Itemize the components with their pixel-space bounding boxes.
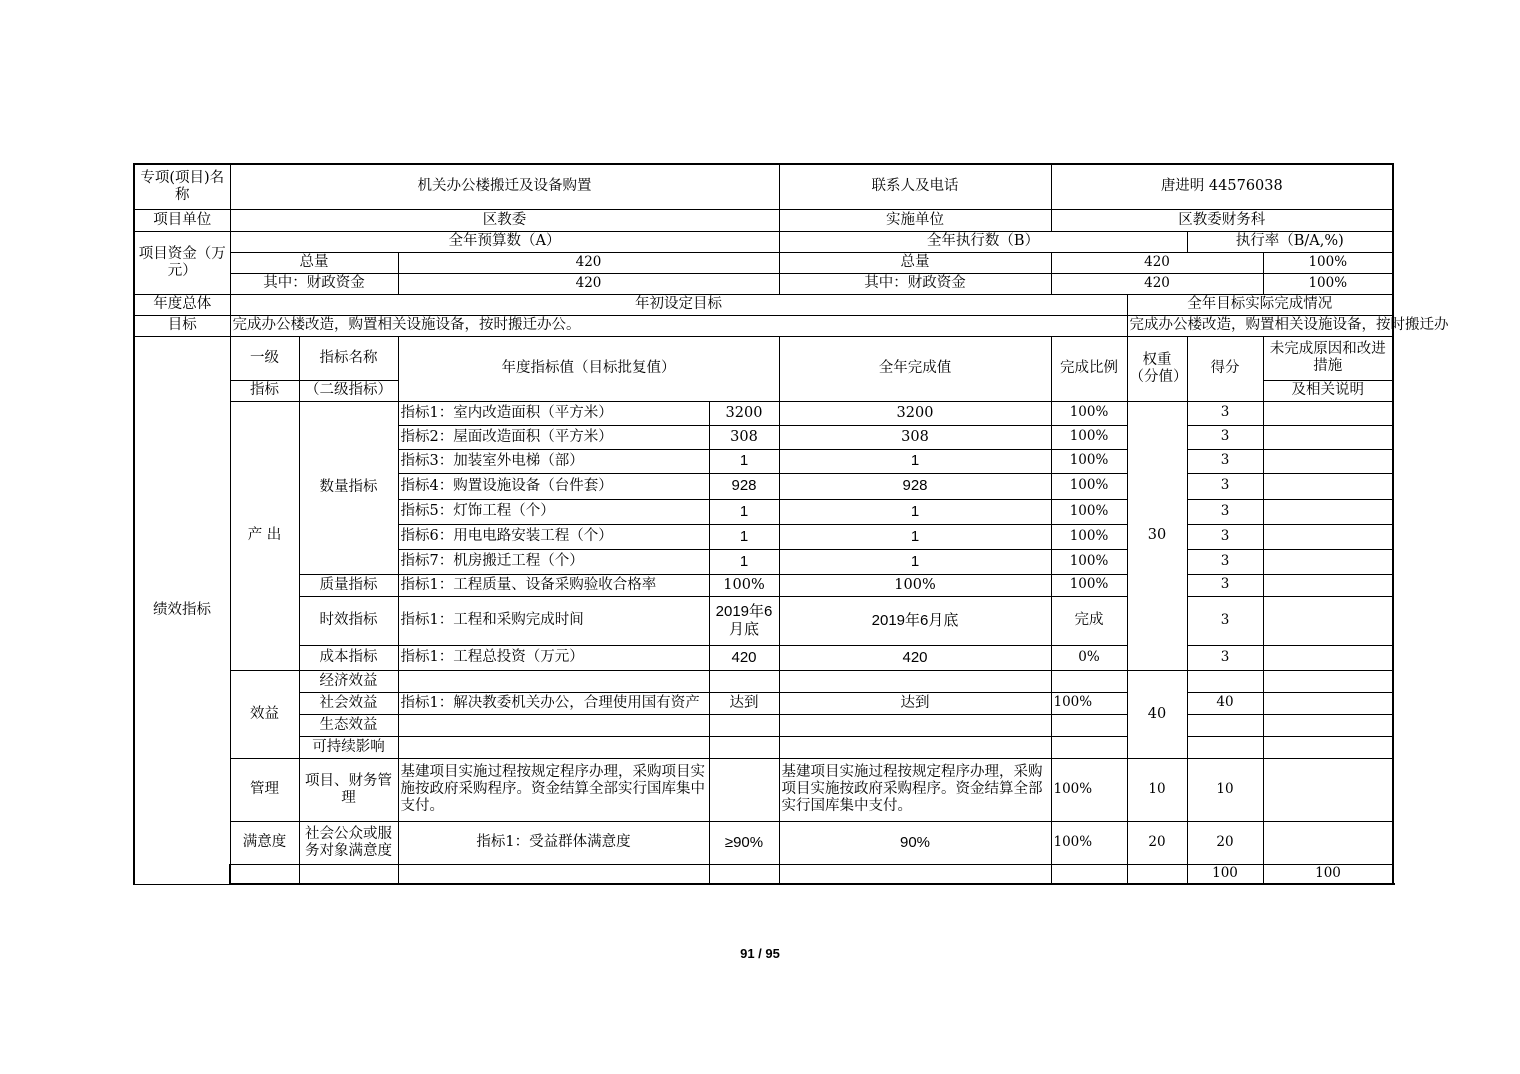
quantity-score-2: 3 xyxy=(1187,425,1263,449)
social-name: 指标1：解决教委机关办公，合理使用国有资产 xyxy=(398,692,709,714)
total-exec-label: 总量 xyxy=(779,252,1051,273)
quantity-target-6: 1 xyxy=(709,524,779,549)
ratio-header: 完成比例 xyxy=(1051,336,1127,401)
unit-value: 区教委 xyxy=(230,209,779,231)
management-target: 基建项目实施过程按规定程序办理，采购项目实施按政府采购程序。资金结算全部实行国库集中支付。 xyxy=(398,758,709,821)
quantity-name-5: 指标5：灯饰工程（个） xyxy=(398,499,709,524)
quality-ratio: 100% xyxy=(1051,574,1127,596)
quantity-reason-5 xyxy=(1263,499,1393,524)
eco-label: 生态效益 xyxy=(299,714,398,736)
cost-score: 3 xyxy=(1187,645,1263,670)
quantity-actual-5: 1 xyxy=(779,499,1051,524)
quantity-score-1: 3 xyxy=(1187,401,1263,425)
fiscal-label: 其中：财政资金 xyxy=(230,273,398,294)
quantity-ratio-6: 100% xyxy=(1051,524,1127,549)
total-weight: 100 xyxy=(1187,864,1263,884)
management-label: 管理 xyxy=(230,758,299,821)
time-actual: 2019年6月底 xyxy=(779,596,1051,645)
quantity-reason-4 xyxy=(1263,473,1393,499)
contact-label: 联系人及电话 xyxy=(779,164,1051,209)
quantity-name-1: 指标1：室内改造面积（平方米） xyxy=(398,401,709,425)
quantity-target-1: 3200 xyxy=(709,401,779,425)
reason-header-1: 未完成原因和改进措施 xyxy=(1263,336,1393,380)
satisfaction-weight: 20 xyxy=(1127,821,1187,864)
cost-reason xyxy=(1263,645,1393,670)
level1-header-1: 一级 xyxy=(230,336,299,380)
quantity-target-3: 1 xyxy=(709,449,779,473)
time-score: 3 xyxy=(1187,596,1263,645)
project-name: 机关办公楼搬迁及设备购置 xyxy=(230,164,779,209)
benefit-weight: 40 xyxy=(1127,670,1187,758)
quantity-target-5: 1 xyxy=(709,499,779,524)
level1-header-2: 指标 xyxy=(230,380,299,401)
time-reason xyxy=(1263,596,1393,645)
actual-goal-label: 全年目标实际完成情况 xyxy=(1127,294,1393,315)
quantity-ratio-3: 100% xyxy=(1051,449,1127,473)
initial-goal-label: 年初设定目标 xyxy=(230,294,1127,315)
social-actual: 达到 xyxy=(779,692,1051,714)
total-rate: 100% xyxy=(1263,252,1393,273)
quantity-score-5: 3 xyxy=(1187,499,1263,524)
time-name: 指标1：工程和采购完成时间 xyxy=(398,596,709,645)
management-score: 10 xyxy=(1187,758,1263,821)
social-score: 40 xyxy=(1187,692,1263,714)
satisfaction-actual: 90% xyxy=(779,821,1051,864)
satisfaction-sub-label: 社会公众或服务对象满意度 xyxy=(299,821,398,864)
quantity-ratio-1: 100% xyxy=(1051,401,1127,425)
management-weight: 10 xyxy=(1127,758,1187,821)
exec-label: 全年执行数（B） xyxy=(779,231,1187,252)
quantity-score-4: 3 xyxy=(1187,473,1263,499)
quantity-name-3: 指标3：加装室外电梯（部） xyxy=(398,449,709,473)
goals-label-1: 年度总体 xyxy=(134,294,230,315)
actual-goal-text: 完成办公楼改造，购置相关设施设备，按时搬迁办 xyxy=(1127,315,1393,336)
quantity-ratio-7: 100% xyxy=(1051,549,1127,574)
management-actual: 基建项目实施过程按规定程序办理，采购项目实施按政府采购程序。资金结算全部实行国库集中支付。 xyxy=(779,758,1051,821)
output-weight: 30 xyxy=(1127,401,1187,670)
total-label: 总量 xyxy=(230,252,398,273)
sustain-label: 可持续影响 xyxy=(299,736,398,758)
performance-table xyxy=(133,163,1449,885)
quality-target: 100% xyxy=(709,574,779,596)
social-target: 达到 xyxy=(709,692,779,714)
score-header: 得分 xyxy=(1187,336,1263,401)
output-label: 产 出 xyxy=(230,401,299,670)
fiscal-rate: 100% xyxy=(1263,273,1393,294)
quality-reason xyxy=(1263,574,1393,596)
budget-label: 全年预算数（A） xyxy=(230,231,779,252)
quantity-ratio-2: 100% xyxy=(1051,425,1127,449)
cost-target: 420 xyxy=(709,645,779,670)
quality-name: 指标1：工程质量、设备采购验收合格率 xyxy=(398,574,709,596)
contact-value: 唐进明 44576038 xyxy=(1051,164,1393,209)
impl-value: 区教委财务科 xyxy=(1051,209,1393,231)
quality-score: 3 xyxy=(1187,574,1263,596)
fiscal-budget: 420 xyxy=(398,273,779,294)
quantity-label: 数量指标 xyxy=(299,401,398,574)
perf-section-label: 绩效指标 xyxy=(134,336,230,884)
quantity-actual-4: 928 xyxy=(779,473,1051,499)
cost-ratio: 0% xyxy=(1051,645,1127,670)
fiscal-exec: 420 xyxy=(1051,273,1263,294)
satisfaction-ratio: 100% xyxy=(1051,821,1127,864)
name-header-2: （二级指标） xyxy=(299,380,398,401)
quantity-score-7: 3 xyxy=(1187,549,1263,574)
weight-header: 权重（分值） xyxy=(1127,336,1187,401)
quantity-reason-6 xyxy=(1263,524,1393,549)
quantity-name-2: 指标2：屋面改造面积（平方米） xyxy=(398,425,709,449)
initial-goal-text: 完成办公楼改造，购置相关设施设备，按时搬迁办公。 xyxy=(230,315,1127,336)
quantity-reason-3 xyxy=(1263,449,1393,473)
cost-name: 指标1：工程总投资（万元） xyxy=(398,645,709,670)
project-label: 专项(项目)名称 xyxy=(134,164,230,209)
quantity-reason-7 xyxy=(1263,549,1393,574)
quality-label: 质量指标 xyxy=(299,574,398,596)
social-ratio: 100% xyxy=(1051,692,1127,714)
quantity-score-3: 3 xyxy=(1187,449,1263,473)
management-sub-label: 项目、财务管理 xyxy=(299,758,398,821)
rate-label: 执行率（B/A,%) xyxy=(1187,231,1393,252)
cost-label: 成本指标 xyxy=(299,645,398,670)
goals-label-2: 目标 xyxy=(134,315,230,336)
unit-label: 项目单位 xyxy=(134,209,230,231)
economic-label: 经济效益 xyxy=(299,670,398,692)
total-budget: 420 xyxy=(398,252,779,273)
page-number: 91 / 95 xyxy=(740,946,780,961)
quality-actual: 100% xyxy=(779,574,1051,596)
name-header-1: 指标名称 xyxy=(299,336,398,380)
time-ratio: 完成 xyxy=(1051,596,1127,645)
quantity-target-2: 308 xyxy=(709,425,779,449)
social-label: 社会效益 xyxy=(299,692,398,714)
quantity-reason-2 xyxy=(1263,425,1393,449)
impl-label: 实施单位 xyxy=(779,209,1051,231)
actual-header: 全年完成值 xyxy=(779,336,1051,401)
cost-actual: 420 xyxy=(779,645,1051,670)
quantity-score-6: 3 xyxy=(1187,524,1263,549)
total-exec: 420 xyxy=(1051,252,1263,273)
quantity-name-4: 指标4：购置设施设备（台件套） xyxy=(398,473,709,499)
quantity-target-7: 1 xyxy=(709,549,779,574)
benefit-label: 效益 xyxy=(230,670,299,758)
quantity-actual-1: 3200 xyxy=(779,401,1051,425)
satisfaction-name: 指标1：受益群体满意度 xyxy=(398,821,709,864)
total-score: 100 xyxy=(1263,864,1393,884)
time-label: 时效指标 xyxy=(299,596,398,645)
reason-header-2: 及相关说明 xyxy=(1263,380,1393,401)
quantity-actual-2: 308 xyxy=(779,425,1051,449)
satisfaction-target: ≥90% xyxy=(709,821,779,864)
satisfaction-score: 20 xyxy=(1187,821,1263,864)
quantity-name-7: 指标7：机房搬迁工程（个） xyxy=(398,549,709,574)
management-ratio: 100% xyxy=(1051,758,1127,821)
time-target: 2019年6月底 xyxy=(709,596,779,645)
quantity-name-6: 指标6：用电电路安装工程（个） xyxy=(398,524,709,549)
quantity-ratio-5: 100% xyxy=(1051,499,1127,524)
funds-label: 项目资金（万元） xyxy=(134,231,230,294)
quantity-reason-1 xyxy=(1263,401,1393,425)
quantity-actual-7: 1 xyxy=(779,549,1051,574)
quantity-target-4: 928 xyxy=(709,473,779,499)
quantity-ratio-4: 100% xyxy=(1051,473,1127,499)
quantity-actual-3: 1 xyxy=(779,449,1051,473)
fiscal-exec-label: 其中：财政资金 xyxy=(779,273,1051,294)
quantity-actual-6: 1 xyxy=(779,524,1051,549)
target-header: 年度指标值（目标批复值） xyxy=(398,336,779,401)
satisfaction-label: 满意度 xyxy=(230,821,299,864)
